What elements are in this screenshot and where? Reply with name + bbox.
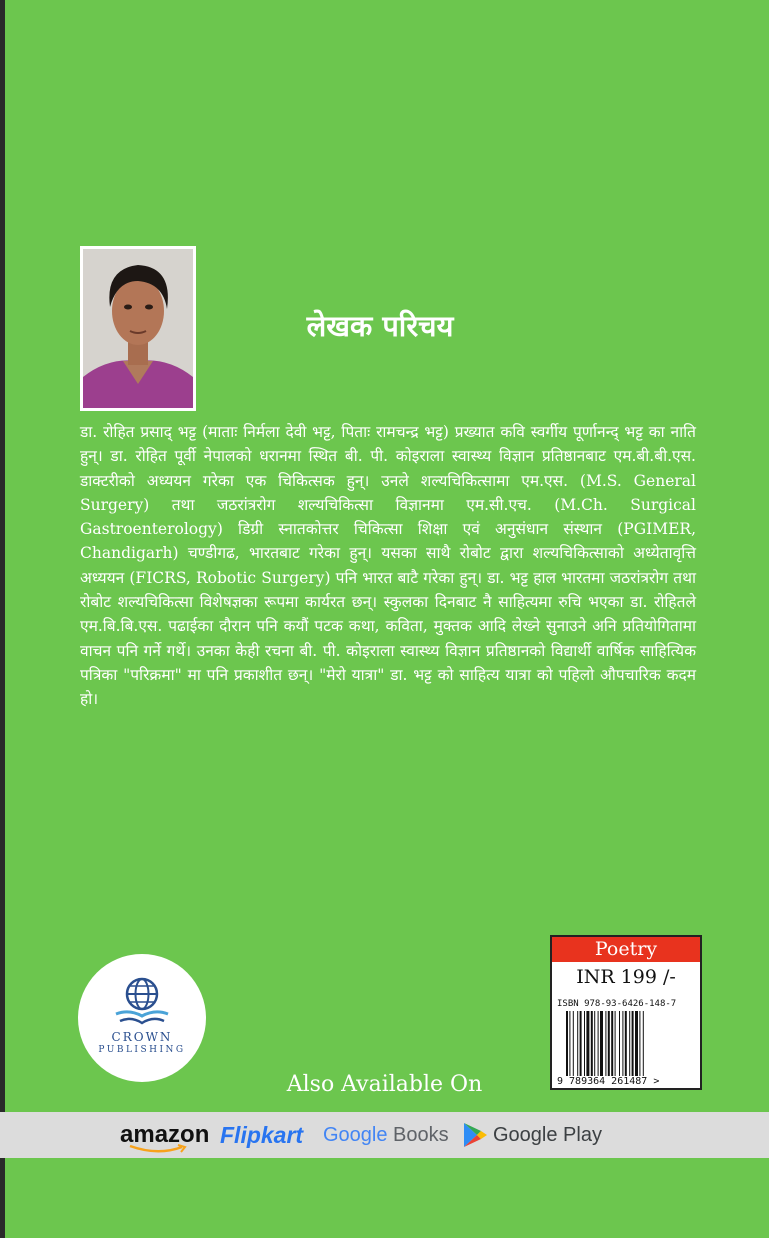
publisher-name: CROWN <box>111 1030 173 1044</box>
store-logos-bar <box>0 1112 769 1158</box>
publisher-subtitle: PUBLISHING <box>98 1045 186 1055</box>
amazon-wordmark: amazon <box>120 1121 210 1148</box>
globe-book-icon <box>112 976 172 1030</box>
barcode <box>566 1011 688 1077</box>
isbn-text: ISBN 978-93-6426-148-7 <box>557 999 677 1009</box>
google-wordmark: Google <box>323 1124 388 1146</box>
price-barcode-box <box>550 935 702 1090</box>
flipkart-logo[interactable]: Flipkart <box>220 1122 304 1148</box>
left-edge-border <box>0 0 5 1238</box>
section-heading: लेखक परिचय <box>306 309 454 343</box>
google-play-icon[interactable] <box>462 1121 488 1149</box>
amazon-logo[interactable] <box>120 1112 209 1158</box>
google-play-logo[interactable]: Google Play <box>493 1124 602 1146</box>
publisher-logo <box>78 954 206 1082</box>
also-available-label: Also Available On <box>286 1072 483 1097</box>
author-bio: डा. रोहित प्रसाद् भट्ट (माताः निर्मला देवी भट्ट, पिताः रामचन्द्र भट्ट) प्रख्यात कवि स्वर्गीय पूर्णानन्द् भट्ट का नाति हुन्। डा. रोहित पूर्वी नेपालको धरानमा स्थित बी. पी. कोइराला स्वास्थ्य विज्ञान प्रतिष्ठानबाट एम.बी.बी.एस. डाक्टरीको अध्ययन गरेका एक चिकित्सक हुन्। उनले शल्यचिकित्सामा एम.एस. (M.S. General Surgery) तथा जठरांत्ररोग शल्यचिकित्सा विज्ञानमा एम.सी.एच. (M.Ch. Surgical Gastroenterology) डिग्री स्नातकोत्तर चिकित्सा शिक्षा एवं अनुसंधान संस्थान (PGIMER, Chandigarh) चण्डीगढ, भारतबाट गरेका हुन्। यसका साथै रोबोट द्वारा शल्यचिकित्साको अध्येतावृत्ति अध्ययन (FICRS, Robotic Surgery) पनि भारत बाटै गरेका हुन्। डा. भट्ट हाल भारतमा जठरांत्ररोग तथा रोबोट शल्यचिकित्सा विशेषज्ञका रूपमा कार्यरत छन्। स्कुलका दिनबाट नै साहित्यमा रुचि भएका डा. रोहितले एम.बि.बि.एस. पढाईका दौरान पनि कयौं पटक कथा, कविता, मुक्तक आदि लेख्ने सुनाउने अनि प्रतियोगितामा वाचन पनि गर्ने गर्थे। उनका केही रचना बी. पी. कोइराला स्वास्थ्य विज्ञान प्रतिष्ठानको विद्यार्थी वार्षिक साहित्यिक पत्रिका "परिक्रमा" मा पनि प्रकाशीत छन्। "मेरो यात्रा" डा. भट्ट को साहित्य यात्रा को पहिलो औपचारिक कदम हो। <box>80 423 696 709</box>
price-label: INR 199 /- <box>576 966 676 988</box>
amazon-smile-icon <box>128 1144 188 1154</box>
genre-label: Poetry <box>552 937 700 962</box>
books-wordmark: Books <box>387 1124 449 1146</box>
author-photo <box>80 246 196 411</box>
barcode-digits: 9 789364 261487 > <box>557 1076 660 1087</box>
google-books-logo[interactable] <box>323 1112 449 1158</box>
